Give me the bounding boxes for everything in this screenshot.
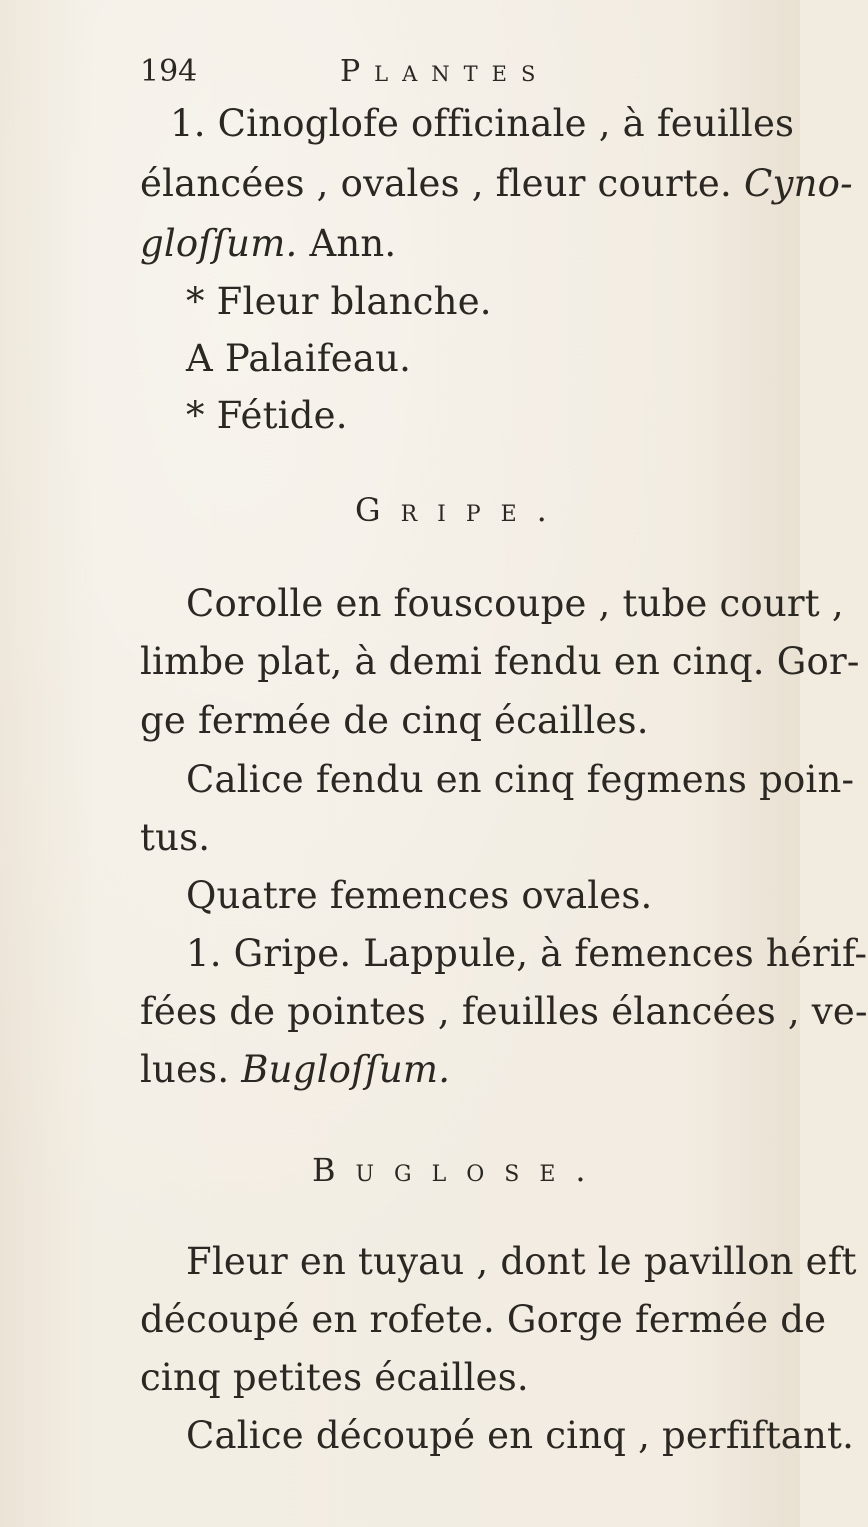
gripe-line-5: tus.	[140, 816, 211, 859]
entry-line-2	[140, 160, 853, 208]
gripe-line-7: 1. Gripe. Lappule, à femences hérif-	[186, 932, 868, 975]
gripe-line-6: Quatre femences ovales.	[186, 874, 653, 917]
entry-line-2-text: élancées , ovales , fleur courte.	[140, 162, 732, 205]
gripe-line-4: Calice fendu en cinq fegmens poin-	[186, 758, 855, 801]
running-title: Plantes	[340, 54, 550, 89]
buglose-line-3: cinq petites écailles.	[140, 1356, 529, 1399]
gripe-line-9-latin: Bugloſſum.	[241, 1048, 451, 1091]
entry-line-4: * Fleur blanche.	[186, 280, 492, 323]
section-heading-gripe: Gripe.	[355, 491, 567, 529]
buglose-line-1: Fleur en tuyau , dont le pavillon eft	[186, 1240, 857, 1283]
gripe-line-9	[140, 1046, 450, 1094]
gripe-line-8: fées de pointes , feuilles élancées , ve-	[140, 990, 868, 1033]
section-heading-buglose: Buglose.	[312, 1151, 606, 1189]
buglose-line-4: Calice découpé en cinq , perfiftant.	[186, 1414, 855, 1457]
entry-line-2-latin: Cyno-	[743, 162, 853, 205]
entry-line-5: A Palaifeau.	[186, 337, 412, 380]
page-number: 194	[140, 54, 198, 89]
entry-line-3-latin: gloſſum.	[140, 222, 298, 265]
entry-line-3	[140, 220, 396, 268]
gripe-line-3: ge fermée de cinq écailles.	[140, 699, 649, 742]
gripe-line-9-text: lues.	[140, 1048, 230, 1091]
entry-line-6: * Fétide.	[186, 394, 348, 437]
buglose-line-2: découpé en rofete. Gorge fermée de	[140, 1298, 827, 1341]
entry-line-3-text: Ann.	[309, 222, 397, 265]
entry-line-1: 1. Cinoglofe officinale , à feuilles	[170, 102, 795, 145]
gripe-line-1: Corolle en fouscoupe , tube court ,	[186, 582, 844, 625]
gripe-line-2: limbe plat, à demi fendu en cinq. Gor-	[140, 640, 860, 683]
